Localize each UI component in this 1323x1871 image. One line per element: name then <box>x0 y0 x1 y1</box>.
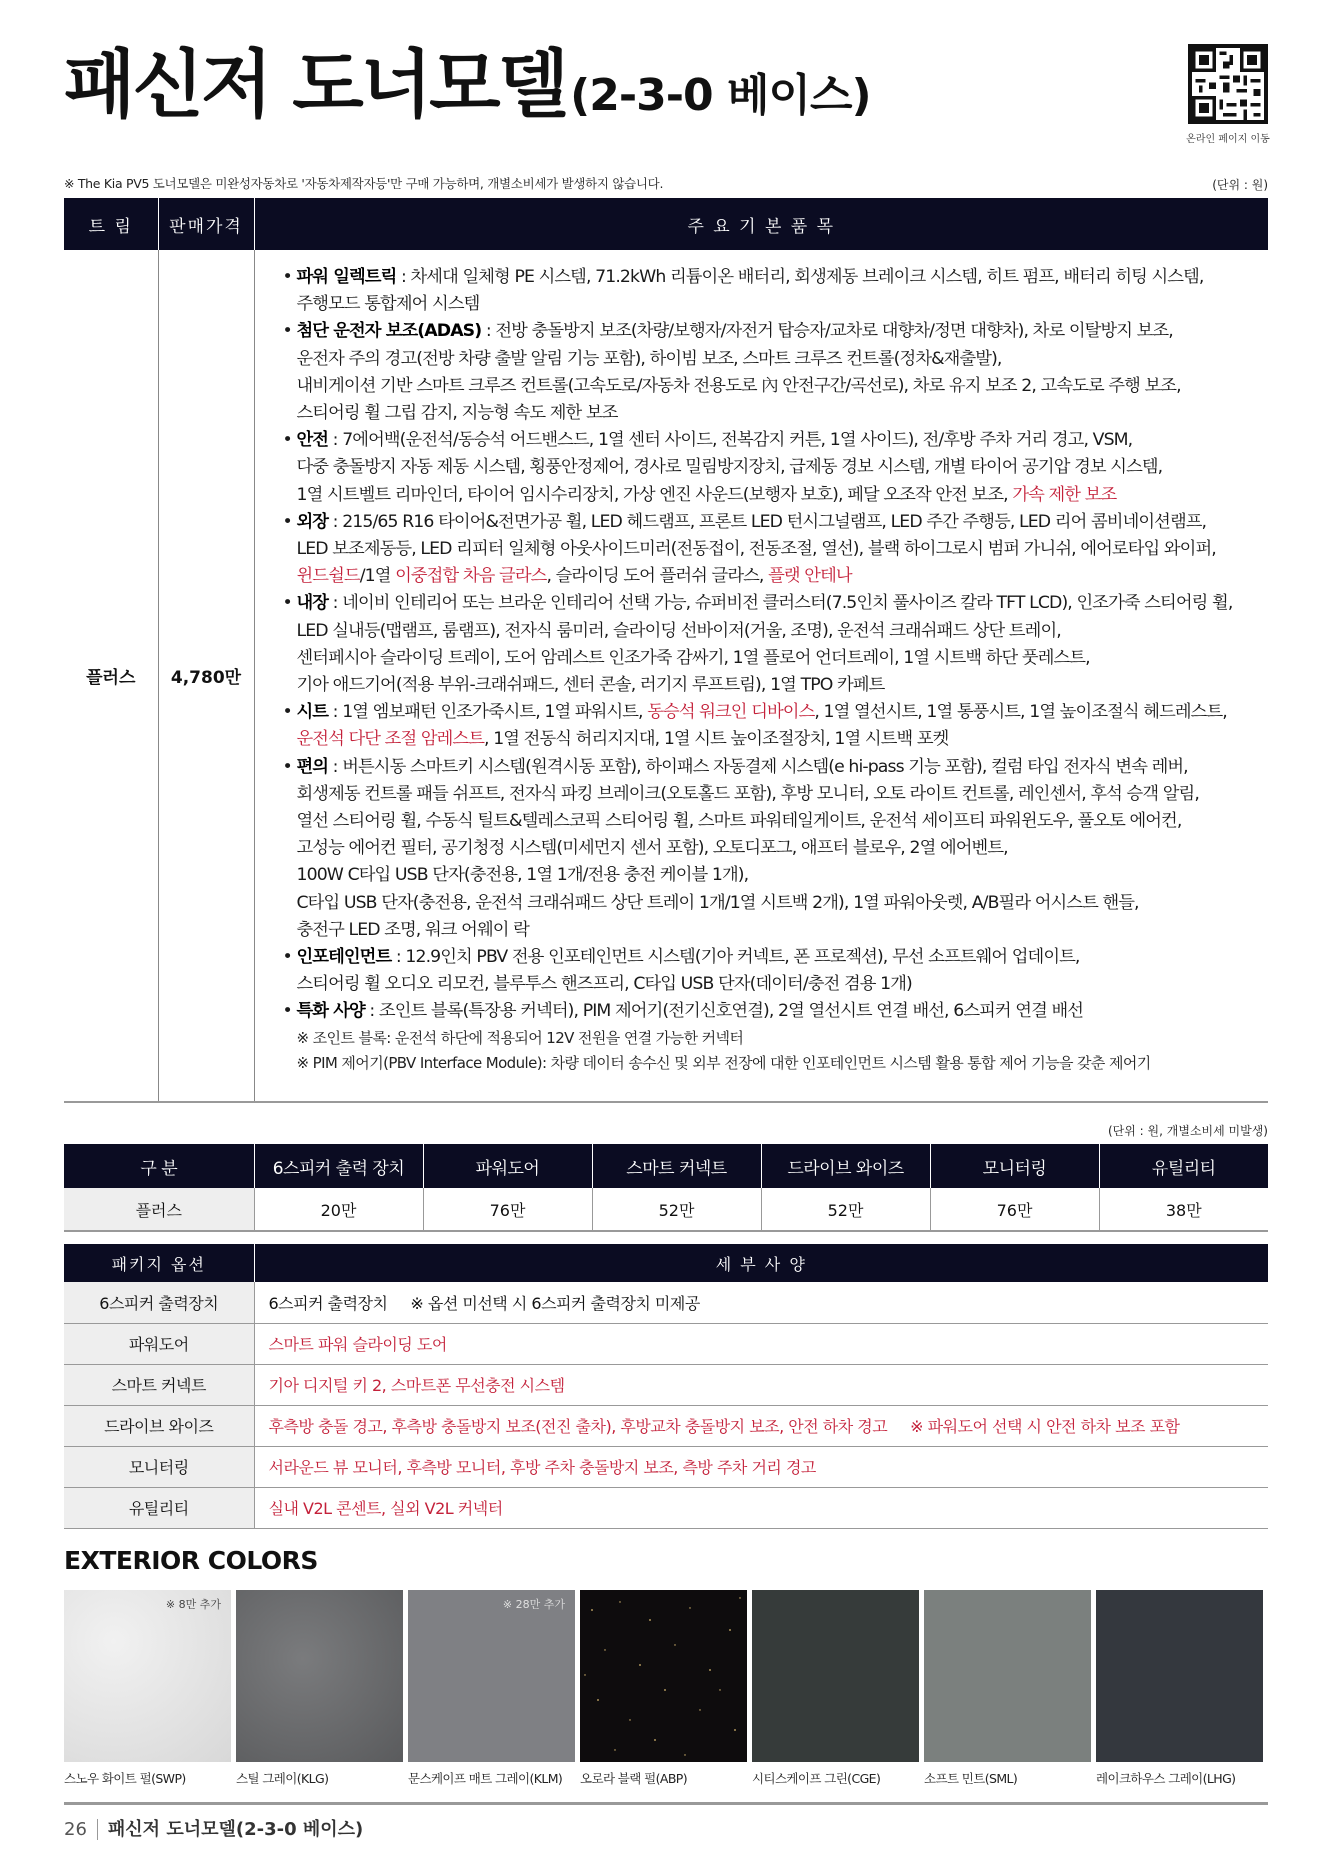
feature-list <box>254 250 1268 1102</box>
color-name: 소프트 민트(SML) <box>924 1771 1018 1786</box>
pearl-flake-icon <box>580 1590 747 1762</box>
price-header-monitoring: 모니터링 <box>930 1144 1099 1188</box>
price-header-powerdoor: 파워도어 <box>423 1144 592 1188</box>
price-trim: 플러스 <box>64 1188 254 1231</box>
feature-safety: • 안전 : 7에어백(운전석/동승석 어드밴스드, 1열 센터 사이드, 전복감지 커튼, 1열 사이드), 전/후방 주차 거리 경고, VSM, 다중 충돌방지 자동 제동 시스템, 횡풍안정제어, 경사로 밀림방지장치, 급제동 경보 시스템, 개별 타이어 공기압 경보 시스템, 1열 시트벨트 리마인더, 타이어 임시수리장치, 가상 엔진 사운드(보행자 보호), 페달 오조작 안전 보조, 가속 제한 보조 <box>283 427 1249 509</box>
donor-model-note: ※ The Kia PV5 도너모델은 미완성자동차로 '자동차제작자등'만 구매 가능하며, 개별소비세가 발생하지 않습니다. <box>64 176 664 191</box>
title-sub: (2-3-0 베이스) <box>570 70 871 121</box>
color-name: 시티스케이프 그린(CGE) <box>752 1771 881 1786</box>
feature-special: • 특화 사양 : 조인트 블록(특장용 커넥터), PIM 제어기(전기신호연결), 2열 열선시트 연결 배선, 6스피커 연결 배선 <box>283 998 1249 1025</box>
header-trim: 트 림 <box>64 198 158 250</box>
color-name: 스노우 화이트 펄(SWP) <box>64 1771 186 1786</box>
price-header-category: 구 분 <box>64 1144 254 1188</box>
color-swatch[interactable] <box>924 1590 1091 1762</box>
page-footer <box>64 1815 363 1841</box>
price-powerdoor: 76만 <box>423 1188 592 1231</box>
package-detail: 후측방 충돌 경고, 후측방 충돌방지 보조(전진 출차), 후방교차 충돌방지 보조, 안전 하차 경고 ※ 파워도어 선택 시 안전 하차 보조 포함 <box>254 1405 1268 1446</box>
price-header-drivewise: 드라이브 와이즈 <box>761 1144 930 1188</box>
package-name: 6스피커 출력장치 <box>64 1282 254 1323</box>
feature-note-pim: ※ PIM 제어기(PBV Interface Module): 차량 데이터 송수신 및 외부 전장에 대한 인포테인먼트 시스템 활용 통합 제어 기능을 갖춘 제어기 <box>296 1053 1151 1072</box>
feature-adas: • 첨단 운전자 보조(ADAS) : 전방 충돌방지 보조(차량/보행자/자전거 탑승자/교차로 대향차/정면 대향차), 차로 이탈방지 보조, 운전자 주의 경고(전방 차량 출발 알림 기능 포함), 하이빔 보조, 스마트 크루즈 컨트롤(정차&재출발), 내비게이션 기반 스마트 크루즈 컨트롤(고속도로/자동차 전용도로 內 안전구간/곡선로), 차로 유지 보조 2, 고속도로 주행 보조, 스티어링 휠 그립 감지, 지능형 속도 제한 보조 <box>283 318 1249 427</box>
title-main: 패신저 도너모델 <box>64 42 567 128</box>
trim-name: 플러스 <box>64 250 158 1102</box>
color-swatch[interactable] <box>64 1590 231 1762</box>
header-features: 주 요 기 본 품 목 <box>254 198 1268 250</box>
feature-exterior: • 외장 : 215/65 R16 타이어&전면가공 휠, LED 헤드램프, 프론트 LED 턴시그널램프, LED 주간 주행등, LED 리어 콤비네이션램프, LED 보조제동등, LED 리피터 일체형 아웃사이드미러(전동접이, 전동조절, 열선), 블랙 하이그로시 범퍼 가니쉬, 에어로타입 와이퍼, 윈드쉴드/1열 이중접합 차음 글라스, 슬라이딩 도어 플러쉬 글라스, 플랫 안테나 <box>283 509 1249 591</box>
color-swatch[interactable] <box>1096 1590 1263 1762</box>
color-surcharge-note: ※ 8만 추가 <box>165 1598 221 1611</box>
footer-title: 패신저 도너모델(2-3-0 베이스) <box>107 1819 364 1840</box>
feature-interior: • 내장 : 네이비 인테리어 또는 브라운 인테리어 선택 가능, 슈퍼비전 클러스터(7.5인치 풀사이즈 칼라 TFT LCD), 인조가죽 스티어링 휠, LED 실내등(맵램프, 룸램프), 전자식 룸미러, 슬라이딩 선바이저(거울, 조명), 운전석 크래쉬패드 상단 트레이, 센터페시아 슬라이딩 트레이, 도어 암레스트 인조가죽 감싸기, 1열 플로어 언더트레이, 1열 시트백 하단 풋레스트, 기아 애드기어(적용 부위-크래쉬패드, 센터 콘솔, 러기지 루프트림), 1열 TPO 카페트 <box>283 590 1249 699</box>
feature-powertrain: • 파워 일렉트릭 : 차세대 일체형 PE 시스템, 71.2kWh 리튬이온 배터리, 회생제동 브레이크 시스템, 히트 펌프, 배터리 히팅 시스템, 주행모드 통합제어 시스템 <box>283 264 1249 318</box>
feature-infotainment: • 인포테인먼트 : 12.9인치 PBV 전용 인포테인먼트 시스템(기아 커넥트, 폰 프로젝션), 무선 소프트웨어 업데이트, 스티어링 휠 오디오 리모컨, 블루투스 핸즈프리, C타입 USB 단자(데이터/충전 겸용 1개) <box>283 944 1249 998</box>
package-header-detail: 세 부 사 양 <box>254 1244 1268 1282</box>
price-smartconnect: 52만 <box>592 1188 761 1231</box>
price-header-smartconnect: 스마트 커넥트 <box>592 1144 761 1188</box>
color-name: 문스케이프 매트 그레이(KLM) <box>408 1771 563 1786</box>
feature-note-joint-block: ※ 조인트 블록: 운전석 하단에 적용되어 12V 전원을 연결 가능한 커넥터 <box>296 1028 744 1047</box>
package-name: 드라이브 와이즈 <box>64 1405 254 1446</box>
price-header-utility: 유틸리티 <box>1099 1144 1268 1188</box>
package-name: 모니터링 <box>64 1446 254 1487</box>
option-price-table <box>64 1144 1268 1232</box>
package-option-table <box>64 1244 1268 1529</box>
page-number: 26 <box>64 1819 98 1840</box>
package-detail: 스마트 파워 슬라이딩 도어 <box>254 1323 1268 1364</box>
price-header-speaker: 6스피커 출력 장치 <box>254 1144 423 1188</box>
page-title <box>64 42 871 128</box>
color-name: 오로라 블랙 펄(ABP) <box>580 1771 688 1786</box>
package-name: 스마트 커넥트 <box>64 1364 254 1405</box>
trim-feature-table <box>64 198 1268 1103</box>
package-detail: 기아 디지털 키 2, 스마트폰 무선충전 시스템 <box>254 1364 1268 1405</box>
package-name: 유틸리티 <box>64 1487 254 1528</box>
color-name: 스틸 그레이(KLG) <box>236 1771 329 1786</box>
price-monitoring: 76만 <box>930 1188 1099 1231</box>
color-name: 레이크하우스 그레이(LHG) <box>1096 1771 1236 1786</box>
unit-label: (단위 : 원) <box>1212 178 1268 192</box>
feature-seat: • 시트 : 1열 엠보패턴 인조가죽시트, 1열 파워시트, 동승석 워크인 디바이스, 1열 열선시트, 1열 통풍시트, 1열 높이조절식 헤드레스트, 운전석 다단 조절 암레스트, 1열 전동식 허리지지대, 1열 시트 높이조절장치, 1열 시트백 포켓 <box>283 699 1249 753</box>
header-price: 판매가격 <box>158 198 254 250</box>
color-swatch[interactable] <box>236 1590 403 1762</box>
package-detail: 실내 V2L 콘센트, 실외 V2L 커넥터 <box>254 1487 1268 1528</box>
qr-caption: 온라인 페이지 이동 <box>1186 134 1270 145</box>
color-swatch[interactable] <box>408 1590 575 1762</box>
package-name: 파워도어 <box>64 1323 254 1364</box>
color-surcharge-note: ※ 28만 추가 <box>502 1598 565 1611</box>
feature-convenience: • 편의 : 버튼시동 스마트키 시스템(원격시동 포함), 하이패스 자동결제 시스템(e hi-pass 기능 포함), 컬럼 타입 전자식 변속 레버, 회생제동 컨트롤 패들 쉬프트, 전자식 파킹 브레이크(오토홀드 포함), 후방 모니터, 오토 라이트 컨트롤, 레인센서, 후석 승객 알림, 열선 스티어링 휠, 수동식 틸트&텔레스코픽 스티어링 휠, 스마트 파워테일게이트, 운전석 세이프티 파워윈도우, 풀오토 에어컨, 고성능 에어컨 필터, 공기청정 시스템(미세먼지 센서 포함), 오토디포그, 애프터 블로우, 2열 에어벤트, 100W C타입 USB 단자(충전용, 1열 1개/전용 충전 케이블 1개), C타입 USB 단자(충전용, 운전석 크래쉬패드 상단 트레이 1개/1열 시트백 2개), 1열 파워아웃렛, A/B필라 어시스트 핸들, 충전구 LED 조명, 워크 어웨이 락 <box>283 754 1249 944</box>
unit-label-options: (단위 : 원, 개별소비세 미발생) <box>1108 1124 1268 1138</box>
qr-code-icon[interactable] <box>1188 44 1268 124</box>
color-swatch[interactable] <box>752 1590 919 1762</box>
price-utility: 38만 <box>1099 1188 1268 1231</box>
package-detail: 6스피커 출력장치 ※ 옵션 미선택 시 6스피커 출력장치 미제공 <box>254 1282 1268 1323</box>
price-drivewise: 52만 <box>761 1188 930 1231</box>
price-speaker: 20만 <box>254 1188 423 1231</box>
color-swatch[interactable] <box>580 1590 747 1762</box>
exterior-colors-heading: EXTERIOR COLORS <box>64 1546 318 1575</box>
package-header-name: 패키지 옵션 <box>64 1244 254 1282</box>
footer-divider <box>64 1802 1268 1805</box>
trim-price: 4,780만 <box>158 250 254 1102</box>
package-detail: 서라운드 뷰 모니터, 후측방 모니터, 후방 주차 충돌방지 보조, 측방 주차 거리 경고 <box>254 1446 1268 1487</box>
